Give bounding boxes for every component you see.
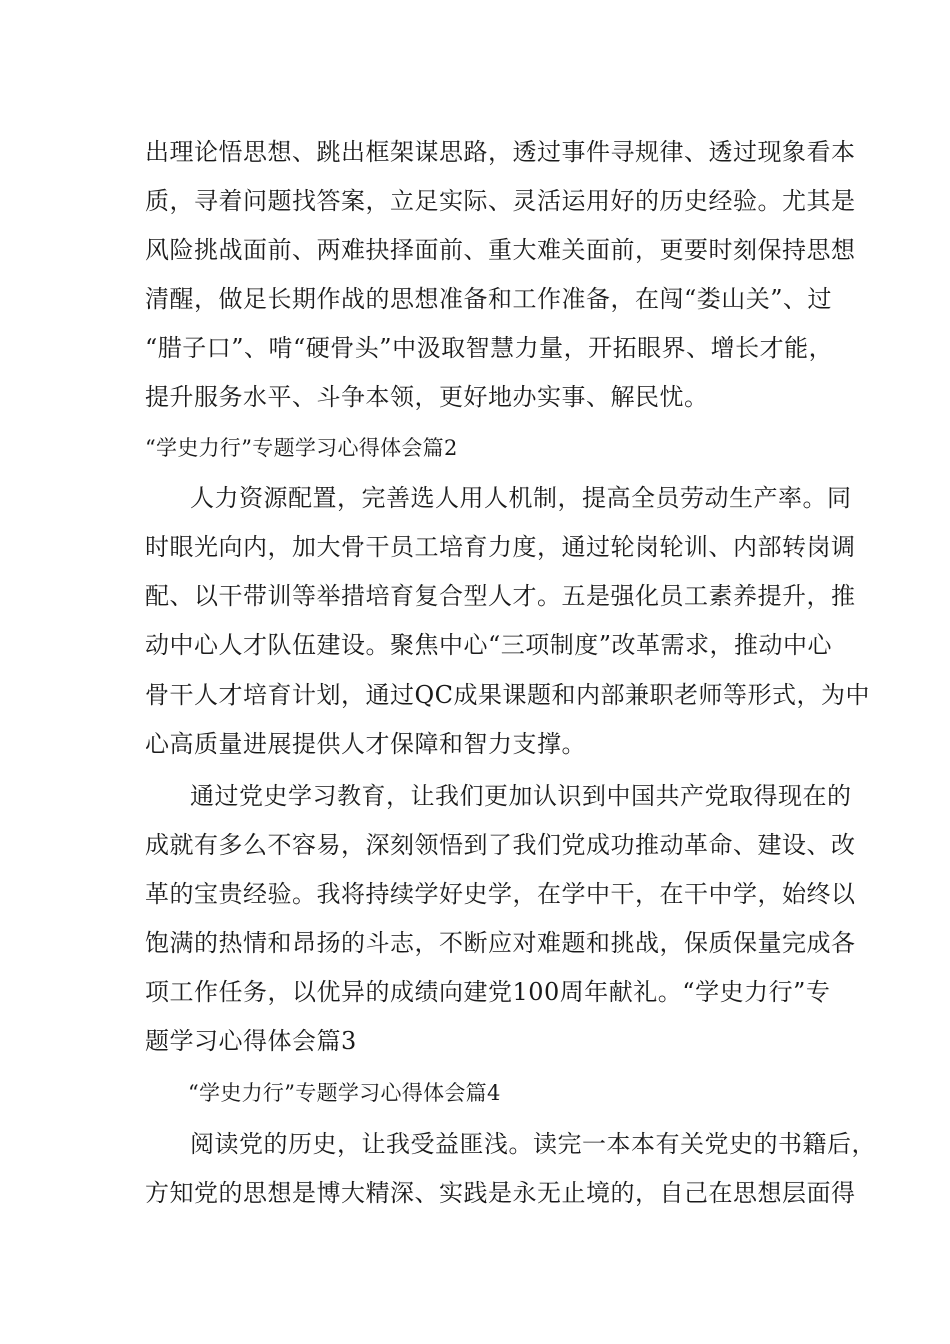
section-heading-4: “学史力行”专题学习心得体会篇4 [188,1081,501,1105]
paragraph-1-line-2: 质，寻着问题找答案，立足实际、灵活运用好的历史经验。尤其是 [145,187,856,215]
paragraph-2-line-2: 时眼光向内，加大骨干员工培育力度，通过轮岗轮训、内部转岗调 [145,533,856,561]
paragraph-2-line-4: 动中心人才队伍建设。聚焦中心“三项制度”改革需求，推动中心 [145,631,833,659]
paragraph-3-line-5: 项工作任务，以优异的成绩向建党100周年献礼。“学史力行”专 [145,978,831,1006]
paragraph-2-line-5: 骨干人才培育计划，通过QC成果课题和内部兼职老师等形式，为中 [145,681,871,709]
paragraph-1-line-3: 风险挑战面前、两难抉择面前、重大难关面前，更要时刻保持思想 [145,236,856,264]
paragraph-3-line-4: 饱满的热情和昂扬的斗志，不断应对难题和挑战，保质保量完成各 [145,929,856,957]
paragraph-3-line-6: 题学习心得体会篇3 [145,1027,357,1055]
paragraph-1-line-6: 提升服务水平、斗争本领，更好地办实事、解民忧。 [145,383,709,411]
section-heading-2: “学史力行”专题学习心得体会篇2 [145,436,458,460]
paragraph-1-line-4: 清醒，做足长期作战的思想准备和工作准备，在闯“娄山关”、过 [145,285,833,313]
paragraph-3-line-3: 革的宝贵经验。我将持续学好史学，在学中干，在干中学，始终以 [145,880,856,908]
paragraph-2-line-1: 人力资源配置，完善选人用人机制，提高全员劳动生产率。同 [190,484,852,512]
paragraph-2-line-3: 配、以干带训等举措培育复合型人才。五是强化员工素养提升，推 [145,582,856,610]
paragraph-1-line-5: “腊子口”、啃“硬骨头”中汲取智慧力量，开拓眼界、增长才能， [145,334,834,362]
paragraph-4-line-2: 方知党的思想是博大精深、实践是永无止境的，自己在思想层面得 [145,1179,856,1207]
paragraph-4-line-1: 阅读党的历史，让我受益匪浅。读完一本本有关党史的书籍后， [190,1130,876,1158]
paragraph-1-line-1: 出理论悟思想、跳出框架谋思路，透过事件寻规律、透过现象看本 [145,138,856,166]
paragraph-3-line-2: 成就有多么不容易，深刻领悟到了我们党成功推动革命、建设、改 [145,831,856,859]
paragraph-3-line-1: 通过党史学习教育，让我们更加认识到中国共产党取得现在的 [190,782,852,810]
paragraph-2-line-6: 心高质量进展提供人才保障和智力支撑。 [145,730,586,758]
